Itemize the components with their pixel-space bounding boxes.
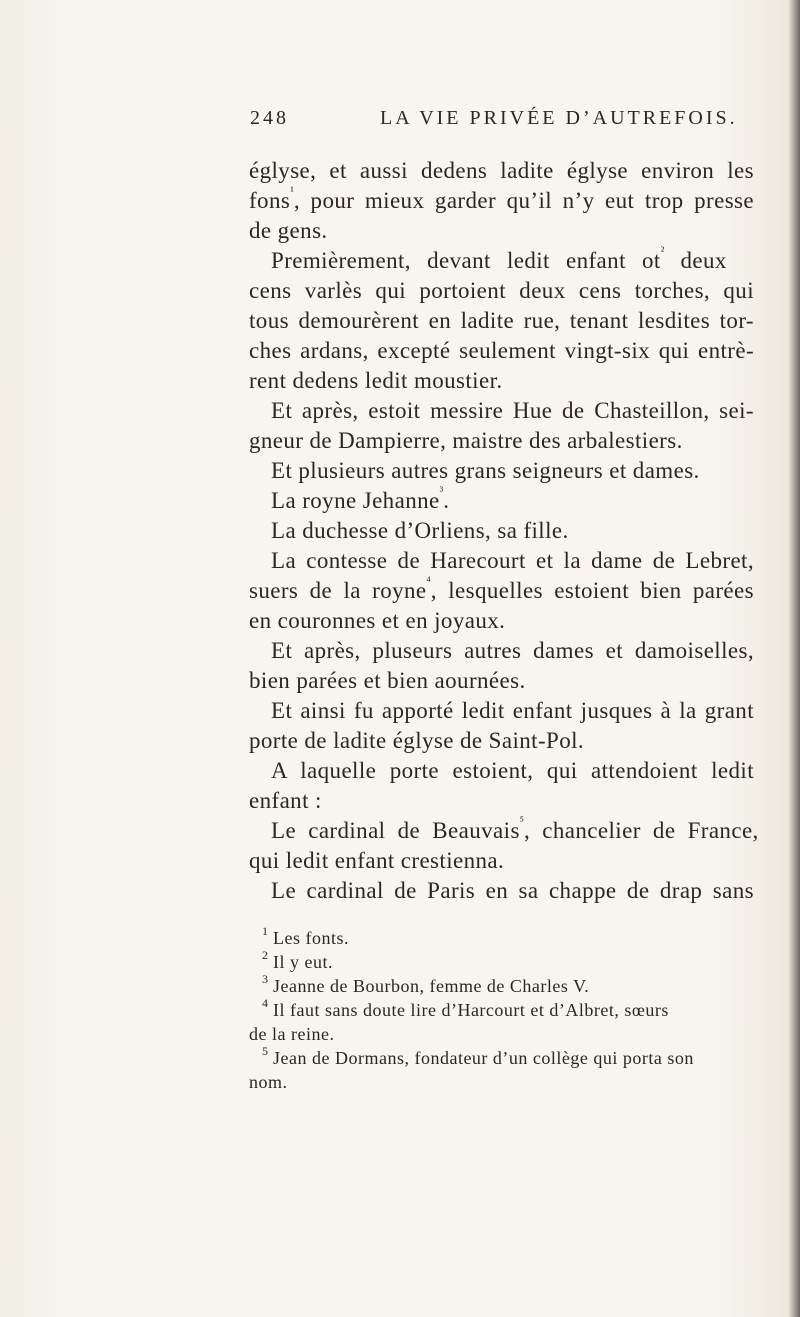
text-line [249,576,754,606]
text-fragment: suers de la royne [249,578,427,603]
text-fragment: , chancelier de France, [523,818,759,843]
footnote [262,974,767,998]
text-line: enfant : [249,788,322,813]
page-number: 248 [250,107,289,129]
text-line: qui ledit enfant crestienna. [249,848,505,873]
text-line: Et ainsi fu apporté ledit enfant jusques à la grant [271,698,754,723]
text-line [271,814,759,846]
text-line: Le cardinal de Paris en sa chappe de drap sans [271,878,754,903]
footnote-marker: 3 [262,972,268,986]
text-line: porte de ladite églyse de Saint-Pol. [249,728,585,753]
text-line: Et après, pluseurs autres dames et damoiselles, [271,638,754,663]
text-fragment: deux [664,248,727,273]
footnote-marker: 5 [262,1044,268,1058]
footnote-text: Les fonts. [273,928,349,948]
footnote-text: Il y eut. [273,952,333,972]
running-title: LA VIE PRIVÉE D’AUTREFOIS. [380,107,738,129]
footnote-text: Jean de Dormans, fondateur d’un collège qui porta son [273,1048,694,1068]
text-line: gneur de Dampierre, maistre des arbalestiers. [249,428,683,453]
text-fragment: La royne Jehanne [271,488,440,513]
footnote-text: Il faut sans doute lire d’Harcourt et d’Albret, sœurs [273,1000,669,1020]
footnote-marker: 4 [262,996,268,1010]
footnote-ref: ⁴ [426,574,431,588]
running-head [250,107,738,137]
text-fragment: , lesquelles estoient bien parées [430,578,754,603]
text-fragment: Le cardinal de Beauvais [271,818,520,843]
text-line: tous demourèrent en ladite rue, tenant lesdites tor- [249,308,754,333]
text-line: bien parées et bien aournées. [249,668,526,693]
text-line: Et plusieurs autres grans seigneurs et dames. [271,458,700,483]
footnote-marker: 1 [262,924,268,938]
footnote-continuation: nom. [249,1072,288,1092]
text-line: de gens. [249,218,328,243]
footnote-ref: ² [660,244,665,258]
text-line [271,486,754,516]
page-edge-shadow [788,0,800,1317]
footnote [262,950,767,974]
footnote-ref: ⁵ [519,814,524,828]
text-fragment: , pour mieux garder qu’il n’y eut trop presse [293,188,754,213]
footnote [262,1046,767,1070]
footnote-text: Jeanne de Bourbon, femme de Charles V. [273,976,590,996]
footnote-ref: ³ [439,484,444,498]
text-fragment: Premièrement, devant ledit enfant ot [271,248,661,273]
text-line: La contesse de Harecourt et la dame de Lebret, [271,548,754,573]
text-line: ches ardans, excepté seulement vingt-six qui entrè- [249,338,754,363]
text-line: cens varlès qui portoient deux cens torches, qui [249,278,754,303]
text-line: églyse, et aussi dedens ladite églyse environ les [249,158,754,183]
footnote [262,926,767,950]
footnote-continuation: de la reine. [249,1024,335,1044]
text-line: en couronnes et en joyaux. [249,608,506,633]
text-line: La duchesse d’Orliens, sa fille. [271,518,569,543]
text-line [249,186,754,216]
footnote-ref: ¹ [290,184,294,198]
footnote [262,998,767,1022]
text-line: rent dedens ledit moustier. [249,368,503,393]
text-line: Et après, estoit messire Hue de Chasteillon, sei- [271,398,754,423]
text-fragment: . [443,488,450,513]
text-line: A laquelle porte estoient, qui attendoient ledit [271,758,754,783]
text-line [271,246,754,276]
footnote-marker: 2 [262,948,268,962]
text-fragment: fons [249,188,291,213]
